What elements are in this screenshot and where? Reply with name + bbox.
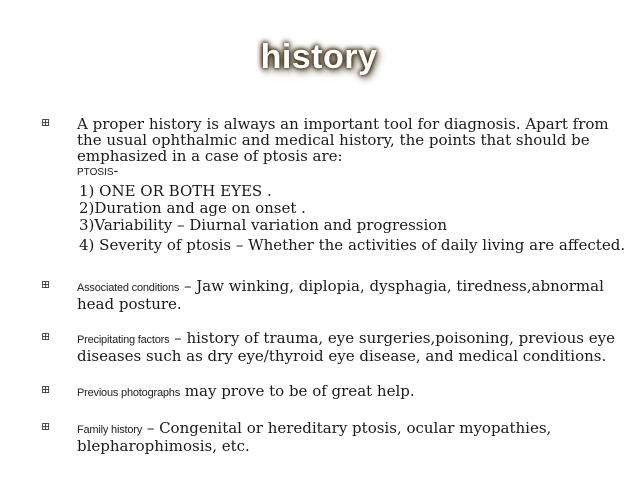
bullet-label: Associated conditions <box>77 282 180 294</box>
ptosis-item-2: 2)Duration and age on onset . <box>79 199 306 217</box>
ptosis-heading <box>77 165 617 179</box>
slide-title-text: history <box>260 38 378 76</box>
ptosis-item-1: 1) ONE OR BOTH EYES . <box>79 182 272 200</box>
bullet-text-block <box>77 116 617 179</box>
slide-title <box>0 38 638 77</box>
checkbox-bullet-icon <box>41 332 51 342</box>
bullet-label: Precipitating factors <box>77 334 170 346</box>
bullet-text: – Jaw winking, diplopia, dysphagia, tiredness,abnormal head posture. <box>77 277 604 313</box>
ptosis-item-3: 3)Variability – Diurnal variation and progression <box>79 216 447 234</box>
ptosis-dash: - <box>113 163 119 179</box>
bullet-label: Previous photographs <box>77 387 181 399</box>
bullet-text-block <box>77 420 617 454</box>
bullet-text-block <box>77 383 617 401</box>
ptosis-label: PTOSIS <box>77 167 114 178</box>
bullet-text: A proper history is always an important tool for diagnosis. Apart from the usual ophthalmic and medical history, the points that should be emphasized in a case of ptosis are: <box>77 115 609 165</box>
bullet-text: – history of trauma, eye surgeries,poisoning, previous eye diseases such as dry eye/thyroid eye disease, and medical conditions. <box>77 329 615 365</box>
checkbox-bullet-icon <box>41 422 51 432</box>
checkbox-bullet-icon <box>41 280 51 290</box>
bullet-text-block <box>77 278 617 312</box>
bullet-text-block <box>77 330 617 364</box>
ptosis-item-4: 4) Severity of ptosis – Whether the activities of daily living are affected. <box>79 236 626 254</box>
checkbox-bullet-icon <box>41 118 51 128</box>
checkbox-bullet-icon <box>41 385 51 395</box>
bullet-label: Family history <box>77 424 143 436</box>
bullet-text: – Congenital or hereditary ptosis, ocular myopathies, blepharophimosis, etc. <box>77 419 552 455</box>
bullet-text: may prove to be of great help. <box>180 382 415 400</box>
